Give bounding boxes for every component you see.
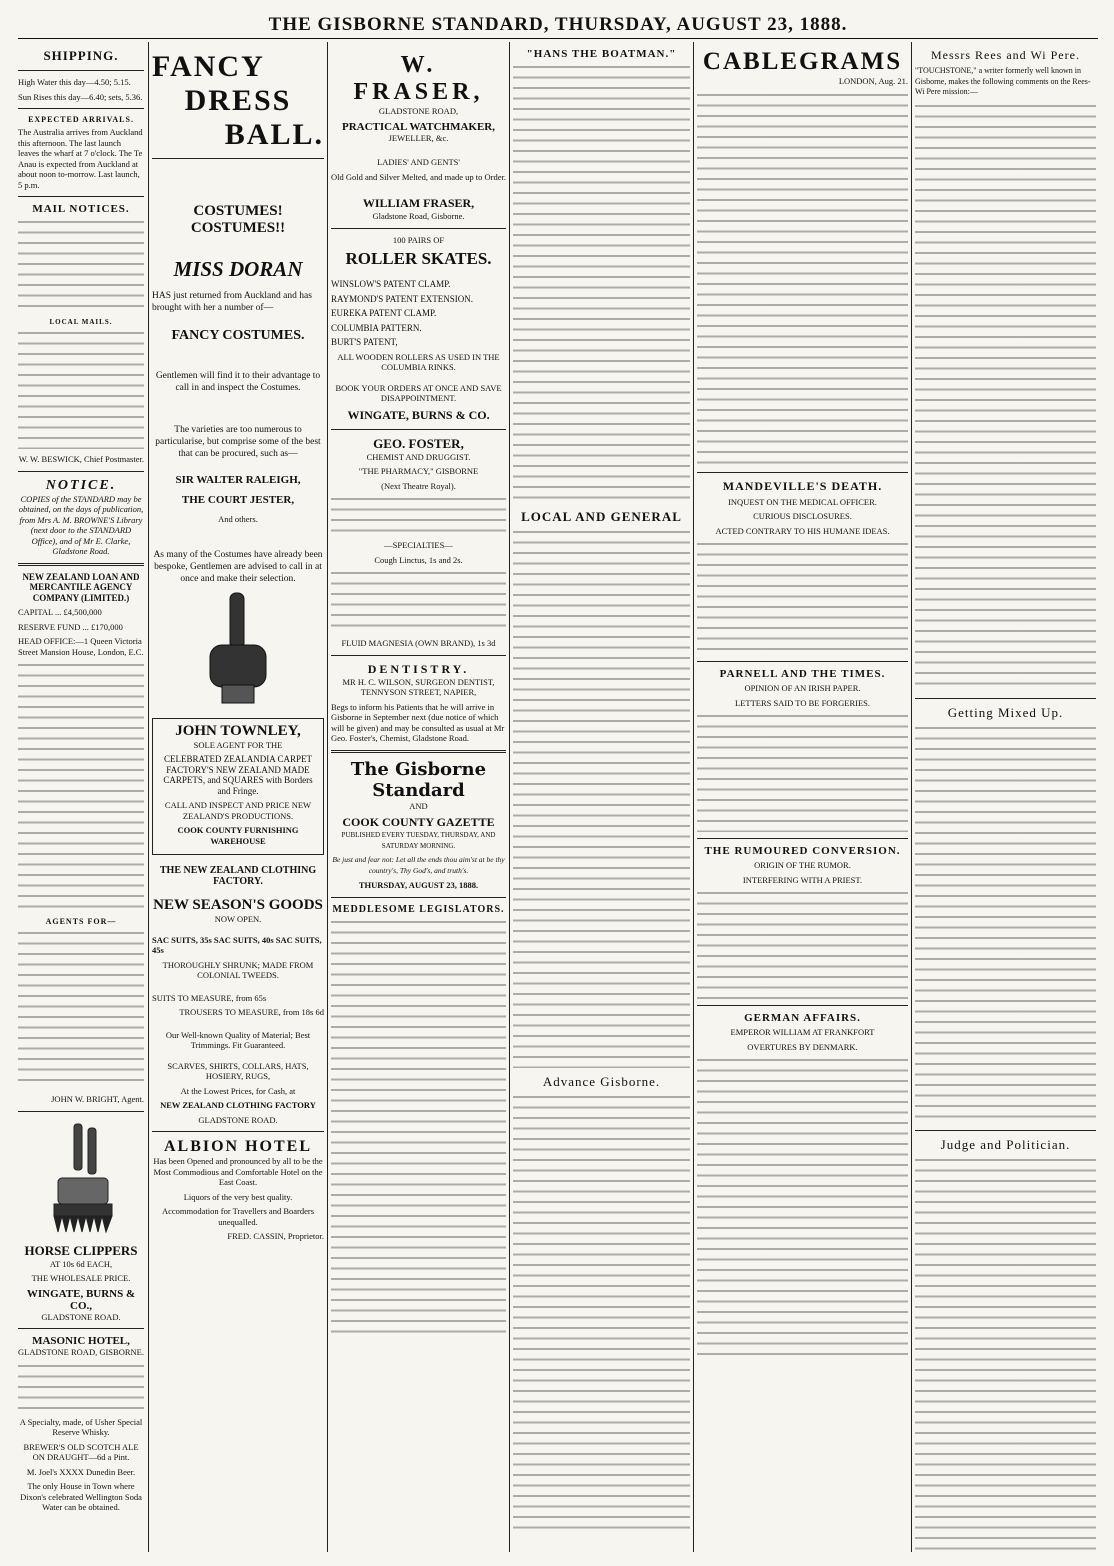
mail-notices-text <box>18 218 144 312</box>
sac-suits: SAC SUITS, 35s SAC SUITS, 40s SAC SUITS, 45s <box>152 934 322 955</box>
scarves-line: SCARVES, SHIRTS, COLLARS, HATS, HOSIERY, RUGS, <box>167 1060 309 1081</box>
shipping-heading: SHIPPING. <box>43 48 119 63</box>
watchmaker-line: PRACTICAL WATCHMAKER, <box>342 120 495 133</box>
column-fancy-dress <box>152 42 324 1552</box>
postmaster: W. W. BESWICK, Chief Postmaster. <box>18 454 144 464</box>
clothing-factory-name: NEW ZEALAND CLOTHING FACTORY <box>160 1100 316 1110</box>
skate-winslow: WINSLOW'S PATENT CLAMP. <box>331 279 451 289</box>
tide-line: High Water this day—4.50; 5.15. <box>18 77 131 87</box>
masthead <box>18 8 1098 39</box>
meddlesome-heading: MEDDLESOME LEGISLATORS. <box>332 903 505 915</box>
loan-company-text <box>18 661 144 911</box>
ladies-gents-line: LADIES' AND GENTS' <box>377 157 460 167</box>
wingate-heading-2: WINGATE, BURNS & CO. <box>347 407 490 422</box>
standard-gazette: COOK COUNTY GAZETTE <box>342 815 495 829</box>
roller-skates-heading: ROLLER SKATES. <box>345 249 492 268</box>
touchstone-intro: "TOUCHSTONE," a writer formerly well known in Gisborne, makes the following comments on the Rees-Wi Pere mission:— <box>915 66 1091 96</box>
masonic-heading: MASONIC HOTEL, <box>32 1335 130 1347</box>
new-season-heading: NEW SEASON'S GOODS <box>153 897 323 913</box>
gold-line: Old Gold and Silver Melted, and made up to Order. <box>331 171 506 182</box>
conversion-text <box>697 889 908 999</box>
masonic-address: GLADSTONE ROAD, GISBORNE. <box>18 1347 144 1357</box>
column-rule <box>693 42 694 1552</box>
jeweller-line: JEWELLER, &c. <box>388 132 449 143</box>
pharmacy-line: "THE PHARMACY," GISBORNE <box>358 466 479 476</box>
whisky-specialty: A Specialty, made, of Usher Special Reserve Whisky. <box>19 1416 143 1437</box>
suits-to-measure: SUITS TO MEASURE, from 65s <box>152 992 267 1003</box>
skate-eureka: EUREKA PATENT CLAMP. <box>331 308 437 318</box>
column-articles <box>513 42 690 1552</box>
trousers-to-measure: TROUSERS TO MEASURE, from 18s 6d <box>179 1007 324 1017</box>
wilson-line: MR H. C. WILSON, SURGEON DENTIST, TENNYSON STREET, NAPIER, <box>342 676 495 697</box>
chemist-line: CHEMIST AND DRUGGIST. <box>366 451 471 462</box>
advance-heading: Advance Gisborne. <box>542 1074 661 1089</box>
foster-heading: GEO. FOSTER, <box>373 435 464 451</box>
skate-burts: BURT'S PATENT, <box>331 337 398 347</box>
meddlesome-article <box>331 918 506 1338</box>
local-mails-heading: LOCAL MAILS. <box>49 318 113 326</box>
varieties-text: The varieties are too numerous to particularise, but comprise some of the best that can be procured, such as— <box>155 425 321 459</box>
mandeville-heading: MANDEVILLE'S DEATH. <box>722 478 883 493</box>
boatman-heading: "HANS THE BOATMAN." <box>526 48 677 60</box>
miss-doran-heading: MISS DORAN <box>173 257 303 281</box>
mail-heading: MAIL NOTICES. <box>32 203 130 215</box>
column-shipping <box>18 42 144 1552</box>
fraser-address: GLADSTONE ROAD, <box>378 106 459 116</box>
soda-water: The only House in Town where Dixon's celebrated Wellington Soda Water can be obtained. <box>20 1481 142 1512</box>
loan-office: HEAD OFFICE:—1 Queen Victoria Street Mansion House, London, E.C. <box>18 636 144 657</box>
emperor-line: EMPEROR WILLIAM AT FRANKFORT <box>730 1027 875 1037</box>
agents-text <box>18 929 144 1089</box>
costumes-heading: COSTUMES! COSTUMES!! <box>190 203 286 236</box>
cough-linctus: Cough Linctus, 1s and 2s. <box>374 554 463 565</box>
bespoke-text: As many of the Costumes have already been bespoke, Gentlemen are advised to call in at once and make their selection. <box>153 549 323 584</box>
rees-heading: Messrs Rees and Wi Pere. <box>931 48 1080 62</box>
forgeries-line: LETTERS SAID TO BE FORGERIES. <box>735 697 870 708</box>
rees-article <box>915 102 1096 692</box>
column-rule <box>509 42 510 1552</box>
judge-article <box>915 1156 1096 1553</box>
standard-date: THURSDAY, AUGUST 23, 1888. <box>358 880 479 890</box>
column-fraser <box>331 42 506 1552</box>
parnell-text <box>697 712 908 832</box>
townley-heading: JOHN TOWNLEY, <box>175 722 301 739</box>
gentlemen-text: Gentlemen will find it to their advantage to call in and inspect the Costumes. <box>155 371 321 393</box>
clothing-factory-heading: THE NEW ZEALAND CLOTHING FACTORY. <box>159 865 317 887</box>
interfering-line: INTERFERING WITH A PRIEST. <box>742 874 863 885</box>
notice-heading: NOTICE. <box>45 477 117 493</box>
wooden-rollers: ALL WOODEN ROLLERS AS USED IN THE COLUMBIA RINKS. <box>337 351 500 372</box>
standard-title: The Gisborne Standard <box>350 758 487 801</box>
sunrise-line: Sun Rises this day—6.40; sets, 5.36. <box>18 91 143 102</box>
pairs-line: 100 PAIRS OF <box>392 234 445 245</box>
albion-accommodation: Accommodation for Travellers and Boarders unequalled. <box>161 1206 315 1227</box>
acted-line: ACTED CONTRARY TO HIS HUMANE IDEAS. <box>715 525 890 536</box>
notice-text: COPIES of the STANDARD may be obtained, on the days of publication, from Mrs A. M. BROWNE'S Library (next door to the STANDARD Office), and of Mr E. Clarke, Gladstone Road. <box>18 493 144 556</box>
judge-heading: Judge and Politician. <box>940 1136 1071 1152</box>
clippers-wholesale: THE WHOLESALE PRICE. <box>31 1273 131 1283</box>
specialties-list <box>331 569 506 633</box>
specialties-heading: —SPECIALTIES— <box>384 540 453 550</box>
advance-article <box>513 1093 690 1533</box>
mandeville-text <box>697 540 908 655</box>
origin-line: ORIGIN OF THE RUMOR. <box>754 860 851 870</box>
scotch-ale: BREWER'S OLD SCOTCH ALE ON DRAUGHT—6d a Pint. <box>23 1441 139 1462</box>
fraser-heading: W. FRASER, <box>353 52 484 105</box>
mixed-article <box>915 724 1096 1124</box>
arrivals-heading: EXPECTED ARRIVALS. <box>28 115 134 124</box>
lowest-prices: At the Lowest Prices, for Cash, at <box>180 1085 296 1096</box>
albion-proprietor: FRED. CASSIN, Proprietor. <box>227 1231 324 1241</box>
dentistry-heading: DENTISTRY. <box>367 661 470 676</box>
masonic-text <box>18 1362 144 1412</box>
denmark-line: OVERTURES BY DENMARK. <box>747 1041 858 1052</box>
dress-heading: DRESS <box>184 84 292 117</box>
column-cablegrams <box>697 42 908 1552</box>
german-heading: GERMAN AFFAIRS. <box>744 1012 861 1024</box>
dunedin-beer: M. Joel's XXXX Dunedin Beer. <box>26 1466 136 1477</box>
raleigh-line: SIR WALTER RALEIGH, <box>175 474 301 486</box>
wilson-text: Begs to inform his Patients that he will arrive in Gisborne in September next (due notice of which will be given) and may be consulted as usual at Mr Geo. Foster's, Chemist, Gladstone Road. <box>331 701 505 743</box>
horse-clippers-illustration <box>18 1118 144 1238</box>
quality-line: Our Well-known Quality of Material; Best Trimmings. Fit Guaranteed. <box>165 1029 311 1050</box>
opinion-line: OPINION OF AN IRISH PAPER. <box>744 683 861 693</box>
loan-reserve: RESERVE FUND ... £170,000 <box>18 621 123 632</box>
column-rule <box>911 42 912 1552</box>
mixed-heading: Getting Mixed Up. <box>947 704 1064 720</box>
arrivals-text: The Australia arrives from Auckland this afternoon. The last launch leaves the wharf at 7 o'clock. The Te Anau is expected from Auckland at about noon to-morrow. Last launch, 5 p.m. <box>18 127 143 190</box>
wingate-heading: WINGATE, BURNS & CO., <box>26 1287 136 1312</box>
agents-heading: AGENTS FOR— <box>45 917 117 926</box>
skate-columbia: COLUMBIA PATTERN. <box>331 322 422 333</box>
cablegrams-text <box>697 91 908 466</box>
ball-heading: BALL. <box>224 118 324 151</box>
standard-motto: Be just and fear not: Let all the ends thou aim'st at be thy country's, Thy God's, and truth's. <box>332 855 505 875</box>
column-rule <box>148 42 149 1552</box>
dateline-london: LONDON, Aug. 21. <box>838 76 908 86</box>
agent-signature: JOHN W. BRIGHT, Agent. <box>51 1094 144 1104</box>
local-general-heading: LOCAL AND GENERAL <box>521 509 682 524</box>
tweeds-line: THOROUGHLY SHRUNK; MADE FROM COLONIAL TWEEDS. <box>162 959 314 980</box>
zealandia-carpets: CELEBRATED ZEALANDIA CARPET FACTORY'S NEW ZEALAND MADE CARPETS, and SQUARES with Borders and Fringe. <box>163 754 313 796</box>
now-open: NOW OPEN. <box>214 914 262 924</box>
william-fraser: WILLIAM FRASER, <box>362 196 475 210</box>
william-fraser-address: Gladstone Road, Gisborne. <box>372 211 465 221</box>
sole-agent-line: SOLE AGENT FOR THE <box>193 739 283 750</box>
parnell-heading: PARNELL AND THE TIMES. <box>719 668 886 680</box>
column-correspondence <box>915 42 1096 1552</box>
standard-published: PUBLISHED EVERY TUESDAY, THURSDAY, AND SATURDAY MORNING. <box>341 831 496 850</box>
cablegrams-heading: CABLEGRAMS <box>702 48 903 75</box>
column-rule <box>327 42 328 1552</box>
clothing-factory-address: GLADSTONE ROAD. <box>198 1114 278 1125</box>
boatman-article <box>513 63 690 503</box>
clippers-price: AT 10s 6d EACH, <box>49 1258 113 1269</box>
clippers-heading: HORSE CLIPPERS <box>24 1242 138 1258</box>
albion-liquors: Liquors of the very best quality. <box>183 1191 293 1202</box>
loan-company-heading: NEW ZEALAND LOAN AND MERCANTILE AGENCY COMPANY (LIMITED.) <box>22 571 140 603</box>
skate-raymond: RAYMOND'S PATENT EXTENSION. <box>331 293 474 304</box>
albion-text: Has been Opened and pronounced by all to be the Most Commodious and Comfortable Hotel on the East Coast. <box>153 1156 323 1187</box>
wingate-address: GLADSTONE ROAD. <box>41 1311 121 1322</box>
fancy-costumes-heading: FANCY COSTUMES. <box>171 328 305 343</box>
local-mails-text <box>18 329 144 449</box>
german-text <box>697 1056 908 1356</box>
local-general-article <box>513 528 690 1068</box>
masthead-title: THE GISBORNE STANDARD, THURSDAY, AUGUST 23, 1888. <box>268 14 848 35</box>
albion-heading: ALBION HOTEL <box>163 1138 313 1155</box>
pointing-hand-icon <box>152 589 324 709</box>
inquest-line: INQUEST ON THE MEDICAL OFFICER. <box>728 496 877 507</box>
call-inspect: CALL AND INSPECT AND PRICE NEW ZEALAND'S PRODUCTIONS. <box>164 800 312 821</box>
others-line: And others. <box>218 514 258 524</box>
standard-and: AND <box>409 800 428 811</box>
jester-line: THE COURT JESTER, <box>181 494 295 506</box>
loan-capital: CAPITAL ... £4,500,000 <box>18 607 102 617</box>
pharmacy-text <box>331 495 506 535</box>
theatre-line: (Next Theatre Royal). <box>381 480 456 491</box>
cook-county-warehouse: COOK COUNTY FURNISHING WAREHOUSE <box>177 825 299 846</box>
doran-text: HAS just returned from Auckland and has brought with her a number of— <box>152 291 312 313</box>
rumoured-heading: THE RUMOURED CONVERSION. <box>704 845 901 857</box>
book-orders: BOOK YOUR ORDERS AT ONCE AND SAVE DISAPPOINTMENT. <box>335 382 502 403</box>
fancy-heading: FANCY <box>152 50 265 83</box>
fluid-magnesia: FLUID MAGNESIA (OWN BRAND), 1s 3d <box>341 638 496 648</box>
curious-line: CURIOUS DISCLOSURES. <box>753 511 852 521</box>
